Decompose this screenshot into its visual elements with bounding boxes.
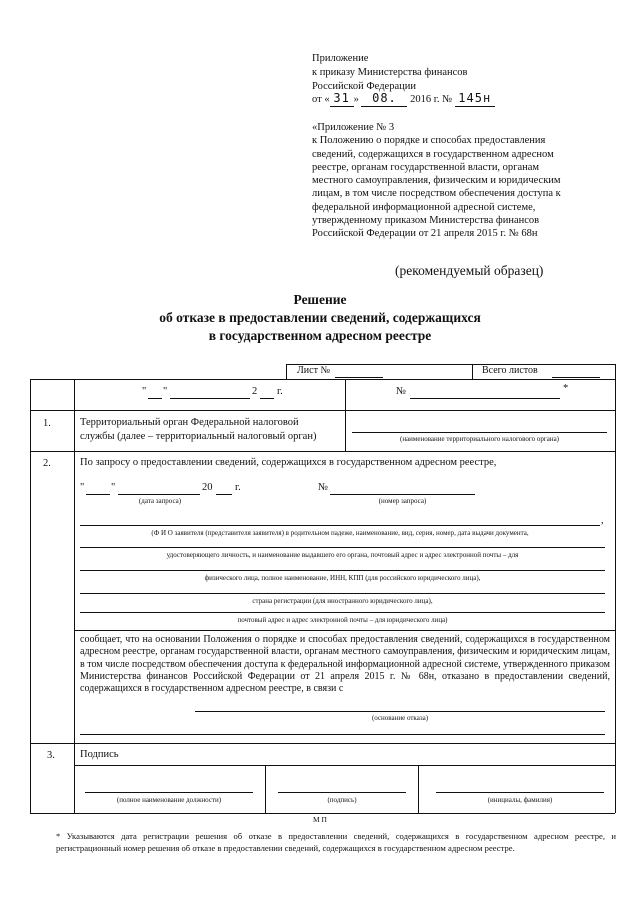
- date-mid: »: [353, 94, 359, 105]
- annex-line: утвержденному приказом Министерства финансов: [312, 215, 540, 227]
- signature-caption: (подпись): [327, 796, 357, 804]
- annex-line: реестре, органам государственной власти, органам: [312, 161, 540, 173]
- date-day: 31: [330, 92, 354, 107]
- query-date-caption: (дата запроса): [138, 497, 182, 505]
- query-no-label: №: [318, 482, 329, 493]
- query-year-part: 20: [202, 482, 213, 493]
- applicant-caption-c: физического лица, полное наименование, ИНН, КПП (для российского юридического лица),: [204, 574, 481, 582]
- row-1-text-2: службы (далее – территориальный налоговый орган): [80, 431, 317, 442]
- sheet-number-label: Лист №: [297, 365, 330, 376]
- recommended-sample-note: (рекомендуемый образец): [395, 263, 544, 278]
- tax-authority-caption: (наименование территориального налогового органа): [399, 435, 560, 443]
- date-year: 2016 г.: [410, 94, 440, 105]
- doc-title-2: об отказе в предоставлении сведений, содержащихся: [159, 310, 481, 325]
- applicant-caption-e: почтовый адрес и адрес электронной почты – для юридического лица): [237, 616, 448, 624]
- sheet-total-label: Всего листов: [482, 365, 538, 376]
- applicant-caption-a: (Ф И О заявителя (представителя заявителя) в родительном падеже, наименование, вид, серия, номер, дата выдачи документа,: [151, 529, 529, 537]
- date-prefix: от «: [312, 94, 330, 105]
- query-year-suffix: г.: [235, 482, 241, 493]
- date-month: 08.: [361, 92, 407, 107]
- row-1-text-1: Территориальный орган Федеральной налоговой: [80, 417, 299, 428]
- decision-asterisk: *: [563, 383, 569, 394]
- annex-line: «Приложение № 3: [312, 122, 395, 133]
- decision-date-open: ": [142, 386, 147, 397]
- annex-line: федеральной информационной адресной системе,: [312, 201, 536, 213]
- order-number: 145н: [455, 92, 495, 107]
- row-2-number: 2.: [43, 458, 51, 469]
- applicant-caption-b: удостоверяющего личность, и наименование выдавшего его органа, почтовый адрес и адрес электронной почты – для: [166, 551, 519, 559]
- header-line-2: к приказу Министерства финансов: [312, 67, 468, 78]
- header-line-1: Приложение: [312, 53, 369, 64]
- annex-line: Российской Федерации от 21 апреля 2015 г. № 68н: [312, 228, 538, 240]
- decision-year-suffix: г.: [277, 386, 283, 397]
- query-date-open: ": [80, 482, 85, 493]
- header-line-3: Российской Федерации: [312, 81, 416, 92]
- refusal-reason-caption: (основание отказа): [371, 714, 429, 722]
- decision-date-close: ": [163, 386, 168, 397]
- refusal-paragraph: сообщает, что на основании Положения о порядке и способах предоставления сведений, содержащихся в государственном адресном реестре, органам государственной власти, органам местного самоуправления, физическим и юридическим лицам, в том числе посредством обеспечения доступа к федеральной информационной адресной системе, утвержденного приказом Министерства финансов Российской Федерации от 21 апреля 2015 г. № 68н, отказано в предоставлении сведений, содержащихся в государственном адресном реестре, в связи с: [80, 634, 611, 695]
- order-no-label: №: [442, 94, 453, 105]
- annex-line: местного самоуправления, физическим и юридическим: [312, 175, 561, 187]
- query-date-close: ": [111, 482, 116, 493]
- row-1-number: 1.: [43, 418, 51, 429]
- seal-place-label: М П: [313, 815, 327, 824]
- decision-no-label: №: [396, 386, 407, 397]
- name-caption: (инициалы, фамилия): [487, 796, 553, 804]
- row-3-number: 3.: [47, 750, 55, 761]
- annex-line: к Положению о порядке и способах предоставления: [312, 135, 546, 147]
- applicant-caption-d: страна регистрации (для иностранного юридического лица),: [252, 597, 433, 605]
- query-number-caption: (номер запроса): [378, 497, 427, 505]
- footnote: * Указываются дата регистрации решения об отказе в предоставлении сведений, содержащихся в государственном адресном реестре, и регистрационный номер решения об отказе в предоставлении сведений, содержащихся в государственном адресном реестре.: [56, 831, 616, 853]
- decision-year-part: 2: [252, 386, 258, 397]
- applicant-comma: ,: [601, 515, 604, 526]
- row-2-intro: По запросу о предоставлении сведений, содержащихся в государственном адресном реестре,: [80, 457, 497, 468]
- annex-line: лицам, в том числе посредством обеспечения доступа к: [312, 188, 561, 200]
- annex-line: сведений, содержащихся в государственном адресном: [312, 148, 554, 160]
- doc-title-3: в государственном адресном реестре: [208, 328, 432, 343]
- header-order-date: [312, 92, 495, 107]
- signature-label: Подпись: [80, 749, 119, 760]
- position-caption: (полное наименование должности): [116, 796, 222, 804]
- annex-block: [312, 121, 561, 241]
- doc-title-1: Решение: [293, 292, 347, 307]
